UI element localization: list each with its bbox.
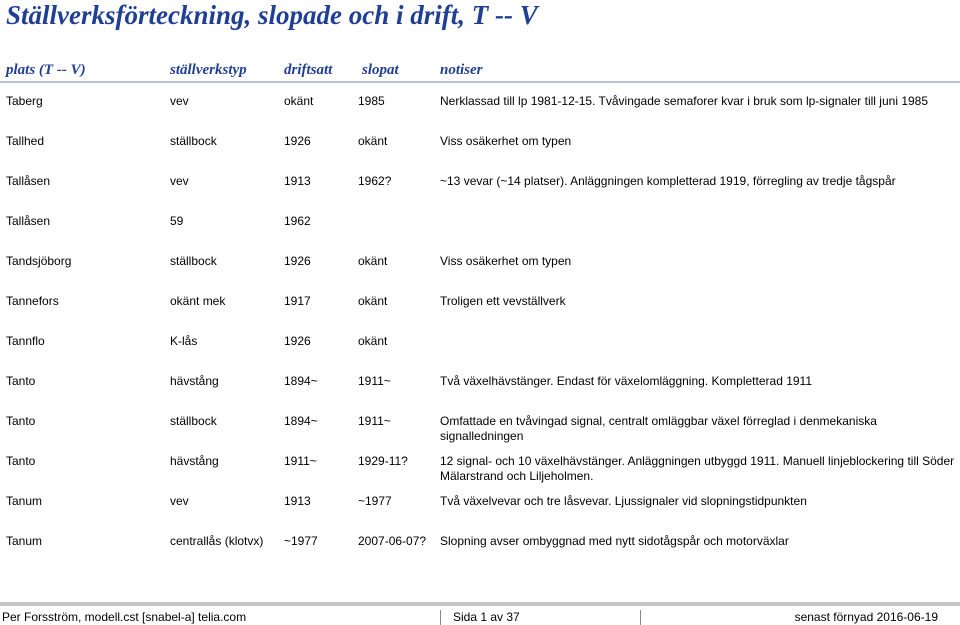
cell-typ: vev (170, 94, 189, 108)
column-header-stallverkstyp: ställverkstyp (170, 62, 247, 78)
page-footer (0, 610, 960, 625)
cell-driftsatt: 1917 (284, 294, 311, 308)
cell-typ: ställbock (170, 134, 217, 148)
cell-slopat: 1911~ (358, 374, 391, 388)
cell-plats: Tanum (6, 534, 43, 548)
footer-page-number: Sida 1 av 37 (453, 610, 520, 624)
cell-notiser: Troligen ett vevställverk (440, 294, 566, 308)
footer-divider (0, 602, 960, 606)
footer-author: Per Forsström, modell.cst [snabel-a] telia.com (2, 610, 247, 624)
header-divider (0, 81, 960, 83)
cell-typ: 59 (170, 214, 184, 228)
footer-updated-date: senast förnyad 2016-06-19 (794, 610, 938, 624)
cell-driftsatt: 1894~ (284, 414, 318, 428)
cell-driftsatt: 1913 (284, 174, 311, 188)
column-header-driftsatt: driftsatt (284, 62, 333, 78)
cell-driftsatt: 1926 (284, 134, 311, 148)
cell-notiser: Två växelhävstänger. Endast för växelomläggning. Kompletterad 1911 (440, 374, 812, 388)
column-header-plats: plats (T -- V) (6, 62, 86, 78)
cell-typ: okänt mek (170, 294, 226, 308)
cell-notiser: 12 signal- och 10 växelhävstänger. Anläggningen utbyggd 1911. Manuell linjeblockering till Söder Mälarstrand och Liljeholmen. (440, 454, 955, 483)
cell-driftsatt: 1913 (284, 494, 311, 508)
cell-driftsatt: okänt (284, 94, 314, 108)
page-title: Ställverksförteckning, slopade och i drift, T -- V (6, 0, 538, 30)
cell-driftsatt: 1926 (284, 254, 311, 268)
cell-notiser: Två växelvevar och tre låsvevar. Ljussignaler vid slopningstidpunkten (440, 494, 807, 508)
cell-typ: hävstång (170, 454, 219, 468)
cell-plats: Tallhed (6, 134, 45, 148)
cell-typ: centrallås (klotvx) (170, 534, 264, 548)
cell-plats: Tanum (6, 494, 43, 508)
cell-typ: vev (170, 494, 189, 508)
cell-slopat: 1962? (358, 174, 392, 188)
cell-driftsatt: 1911~ (284, 454, 317, 468)
cell-slopat: 1929-11? (358, 454, 408, 468)
cell-slopat: 1985 (358, 94, 385, 108)
cell-slopat: 2007-06-07? (358, 534, 427, 548)
cell-slopat: okänt (358, 294, 388, 308)
cell-notiser: Slopning avser ombyggnad med nytt sidotågspår och motorväxlar (440, 534, 789, 548)
cell-driftsatt: ~1977 (284, 534, 318, 548)
column-header-notiser: notiser (440, 62, 483, 78)
cell-typ: hävstång (170, 374, 219, 388)
cell-typ: K-lås (170, 334, 198, 348)
cell-plats: Tandsjöborg (6, 254, 72, 268)
cell-plats: Tanto (6, 374, 36, 388)
column-header-slopat: slopat (362, 62, 399, 78)
cell-plats: Tannefors (6, 294, 59, 308)
cell-slopat: okänt (358, 254, 388, 268)
cell-slopat: 1911~ (358, 414, 391, 428)
cell-typ: ställbock (170, 414, 217, 428)
cell-plats: Tanto (6, 414, 36, 428)
cell-notiser: ~13 vevar (~14 platser). Anläggningen kompletterad 1919, förregling av tredje tågspår (440, 174, 896, 188)
footer-separator (440, 610, 441, 625)
cell-slopat: okänt (358, 334, 388, 348)
cell-plats: Tannflo (6, 334, 45, 348)
cell-typ: vev (170, 174, 189, 188)
cell-driftsatt: 1894~ (284, 374, 318, 388)
cell-notiser: Nerklassad till lp 1981-12-15. Tvåvingade semaforer kvar i bruk som lp-signaler till juni 1985 (440, 94, 929, 108)
footer-separator (640, 610, 641, 625)
cell-notiser: Viss osäkerhet om typen (440, 134, 572, 148)
cell-plats: Taberg (6, 94, 43, 108)
cell-plats: Tanto (6, 454, 36, 468)
cell-plats: Tallåsen (6, 174, 51, 188)
cell-notiser: Viss osäkerhet om typen (440, 254, 572, 268)
cell-driftsatt: 1926 (284, 334, 311, 348)
cell-notiser: Omfattade en tvåvingad signal, centralt omläggbar växel förreglad i denmekaniska signalledningen (440, 414, 877, 443)
cell-plats: Tallåsen (6, 214, 51, 228)
cell-typ: ställbock (170, 254, 217, 268)
cell-driftsatt: 1962 (284, 214, 311, 228)
cell-slopat: ~1977 (358, 494, 392, 508)
column-header-row (0, 62, 960, 82)
cell-slopat: okänt (358, 134, 388, 148)
